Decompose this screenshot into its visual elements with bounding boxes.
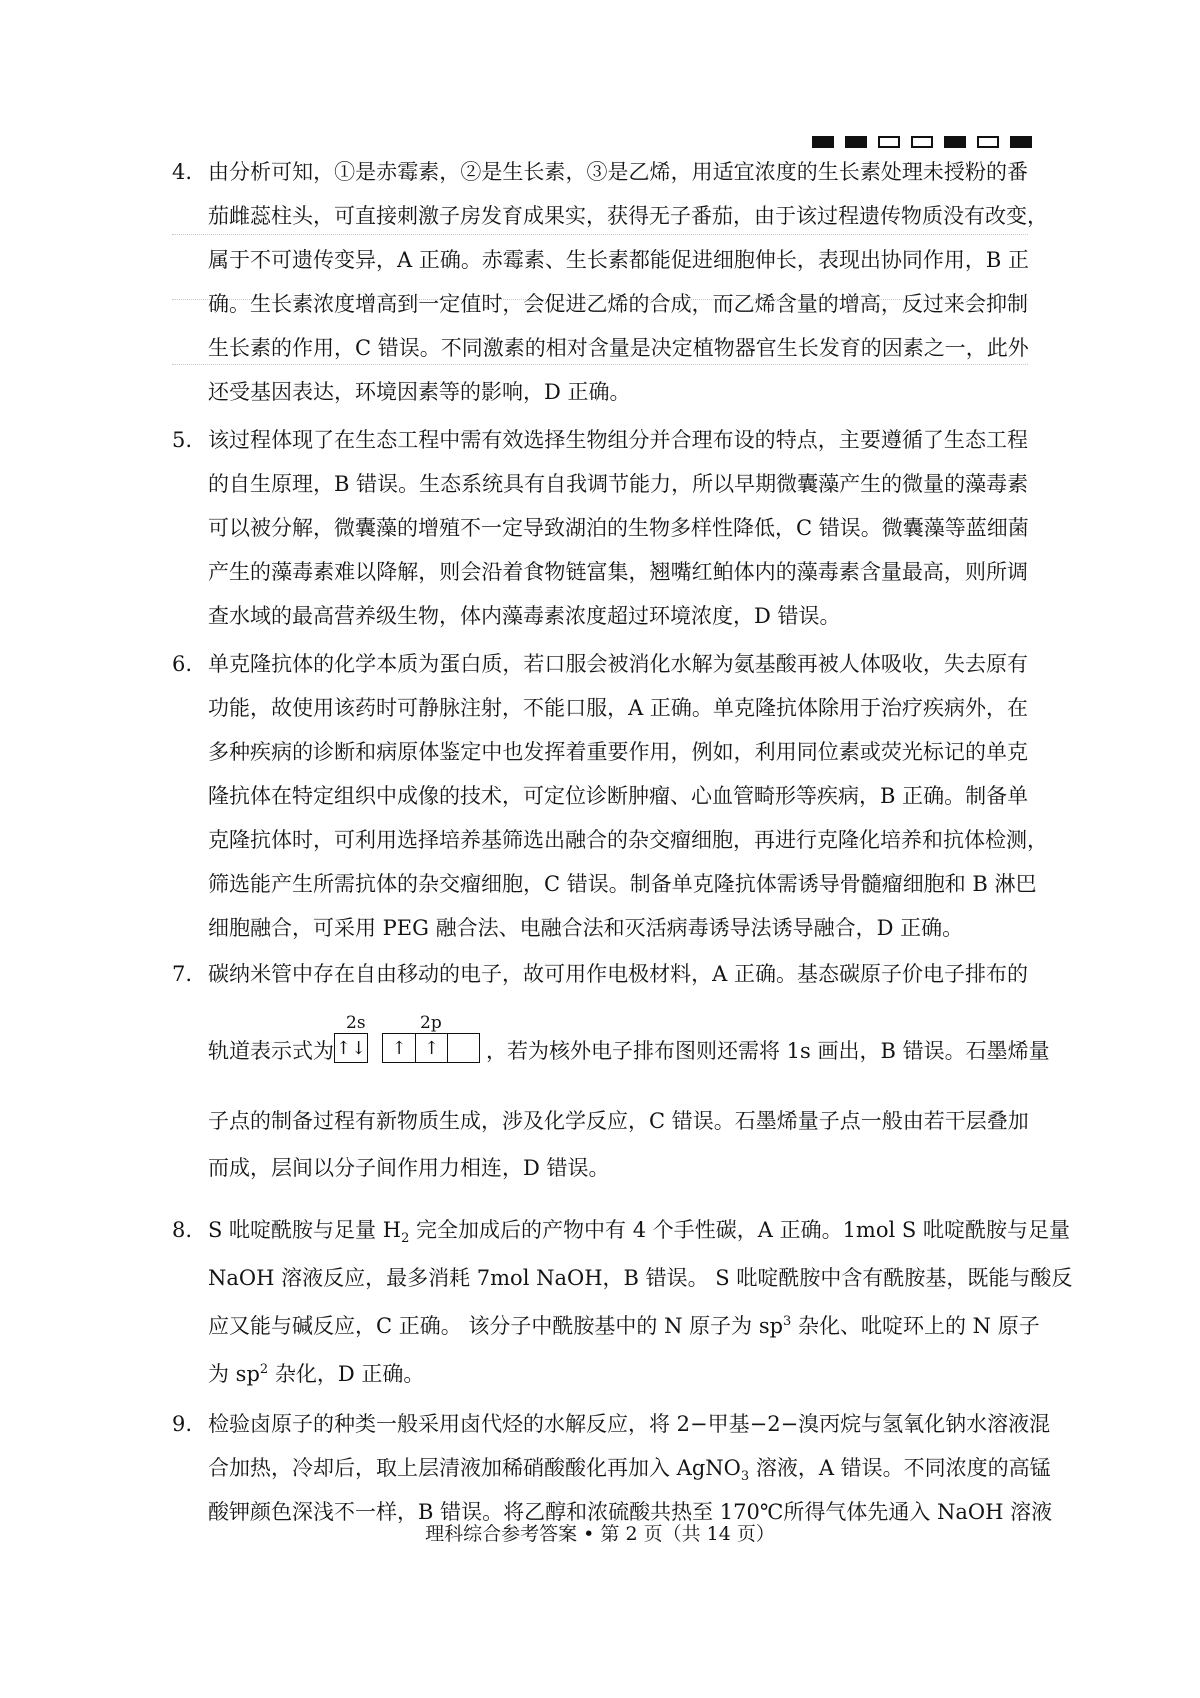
answer-line: 筛选能产生所需抗体的杂交瘤细胞，C 错误。制备单克隆抗体需诱导骨髓瘤细胞和 B 淋巴 — [208, 872, 1037, 896]
answer-text: 完全加成后的产物中有 4 个手性碳，A 正确。1mol S 吡啶酰胺与足量 — [409, 1218, 1070, 1242]
answer-line: 可以被分解，微囊藻的增殖不一定导致湖泊的生物多样性降低，C 错误。微囊藻等蓝细菌 — [208, 516, 1029, 540]
orbital-label-2s: 2s — [346, 1013, 366, 1033]
answer-line: 的自生原理，B 错误。生态系统具有自我调节能力，所以早期微囊藻产生的微量的藻毒素 — [208, 472, 1029, 496]
answer-text: ，若为核外电子排布图则还需将 1s 画出，B 错误。石墨烯量 — [486, 1039, 1050, 1063]
question-number: 5. — [172, 428, 193, 452]
hollow-square-mark — [911, 136, 933, 148]
filled-square-mark — [812, 136, 834, 148]
orbital-box-2s — [334, 1033, 368, 1063]
answer-line: 细胞融合，可采用 PEG 融合法、电融合法和灭活病毒诱导法诱导融合，D 正确。 — [208, 916, 964, 940]
orbital-line — [208, 1013, 1050, 1073]
answer-line: 功能，故使用该药时可静脉注射，不能口服，A 正确。单克隆抗体除用于治疗疾病外，在 — [208, 696, 1028, 720]
answer-text: 杂化，D 正确。 — [268, 1362, 425, 1386]
answer-line: 该过程体现了在生态工程中需有效选择生物组分并合理布设的特点，主要遵循了生态工程 — [208, 428, 1028, 452]
filled-square-mark — [1010, 136, 1032, 148]
answer-line: 生长素的作用，C 错误。不同激素的相对含量是决定植物器官生长发育的因素之一，此外 — [208, 336, 1029, 360]
answer-line — [208, 1314, 1040, 1338]
answer-line: 查水域的最高营养级生物，体内藻毒素浓度超过环境浓度，D 错误。 — [208, 604, 841, 628]
question-number: 4. — [172, 160, 193, 184]
divider — [172, 234, 1028, 235]
orbital-cell — [447, 1034, 479, 1062]
answer-line — [208, 1218, 1070, 1247]
answer-line: 确。生长素浓度增高到一定值时，会促进乙烯的合成，而乙烯含量的增高，反过来会抑制 — [208, 292, 1028, 316]
answer-line: 酸钾颜色深浅不一样，B 错误。将乙醇和浓硫酸共热至 170℃所得气体先通入 NaOH 溶液 — [208, 1500, 1053, 1524]
hollow-square-mark — [977, 136, 999, 148]
orbital-box-2p — [382, 1033, 480, 1063]
orbital-cell: ↑↓ — [335, 1037, 367, 1059]
answer-text: 为 sp — [208, 1362, 260, 1386]
page-footer: 理科综合参考答案 • 第 2 页（共 14 页） — [425, 1523, 775, 1545]
hollow-square-mark — [878, 136, 900, 148]
answer-text: 合加热，冷却后，取上层清液加稀硝酸酸化再加入 AgNO — [208, 1456, 741, 1480]
answer-text: 溶液，A 错误。不同浓度的高锰 — [749, 1456, 1051, 1480]
answer-line: 子点的制备过程有新物质生成，涉及化学反应，C 错误。石墨烯量子点一般由若干层叠加 — [208, 1109, 1029, 1133]
filled-square-mark — [944, 136, 966, 148]
question-number: 6. — [172, 652, 193, 676]
question-number: 8. — [172, 1218, 193, 1242]
filled-square-mark — [845, 136, 867, 148]
answer-line — [208, 1364, 1028, 1385]
question-number: 7. — [172, 962, 193, 986]
answer-line: 属于不可遗传变异，A 正确。赤霉素、生长素都能促进细胞伸长，表现出协同作用，B 正 — [208, 248, 1029, 272]
answer-line: 而成，层间以分子间作用力相连，D 错误。 — [208, 1156, 610, 1180]
answer-line: 多种疾病的诊断和病原体鉴定中也发挥着重要作用，例如，利用同位素或荧光标记的单克 — [208, 740, 1028, 764]
answer-line: 由分析可知，①是赤霉素，②是生长素，③是乙烯，用适宜浓度的生长素处理未授粉的番 — [208, 160, 1028, 184]
superscript: 3 — [783, 1314, 792, 1329]
answer-line: 单克隆抗体的化学本质为蛋白质，若口服会被消化水解为氨基酸再被人体吸收，失去原有 — [208, 652, 1028, 676]
orbital-cell: ↑ — [415, 1034, 447, 1062]
question-number: 9. — [172, 1412, 193, 1436]
answer-line: NaOH 溶液反应，最多消耗 7mol NaOH，B 错误。 S 吡啶酰胺中含有酰胺基，既能与酸反 — [208, 1266, 1073, 1290]
subscript: 2 — [401, 1231, 410, 1247]
answer-text: S 吡啶酰胺与足量 H — [208, 1218, 402, 1242]
answer-line: 还受基因表达，环境因素等的影响，D 正确。 — [208, 380, 631, 404]
subscript: 3 — [740, 1469, 750, 1485]
answer-line: 茄雌蕊柱头，可直接刺激子房发育成果实，获得无子番茄，由于该过程遗传物质没有改变， — [208, 204, 1048, 228]
header-marks — [812, 136, 1032, 148]
answer-text: 杂化、吡啶环上的 N 原子 — [791, 1314, 1040, 1338]
divider — [172, 364, 1028, 365]
answer-line: 隆抗体在特定组织中成像的技术，可定位诊断肿瘤、心血管畸形等疾病，B 正确。制备单 — [208, 784, 1029, 808]
answer-line: 碳纳米管中存在自由移动的电子，故可用作电极材料，A 正确。基态碳原子价电子排布的 — [208, 962, 1028, 986]
superscript: 2 — [259, 1362, 269, 1377]
orbital-label-2p: 2p — [420, 1013, 442, 1033]
answer-text: 轨道表示式为 — [208, 1039, 334, 1063]
answer-text: 应又能与碱反应，C 正确。 该分子中酰胺基中的 N 原子为 sp — [208, 1314, 784, 1338]
orbital-cell: ↑ — [391, 1037, 407, 1059]
answer-line: 克隆抗体时，可利用选择培养基筛选出融合的杂交瘤细胞，再进行克隆化培养和抗体检测， — [208, 828, 1048, 852]
answer-line: 检验卤原子的种类一般采用卤代烃的水解反应，将 2−甲基−2−溴丙烷与氢氧化钠水溶液混 — [208, 1412, 1051, 1436]
answer-line — [208, 1456, 1051, 1485]
answer-line: 产生的藻毒素难以降解，则会沿着食物链富集，翘嘴红鲌体内的藻毒素含量最高，则所调 — [208, 560, 1028, 584]
